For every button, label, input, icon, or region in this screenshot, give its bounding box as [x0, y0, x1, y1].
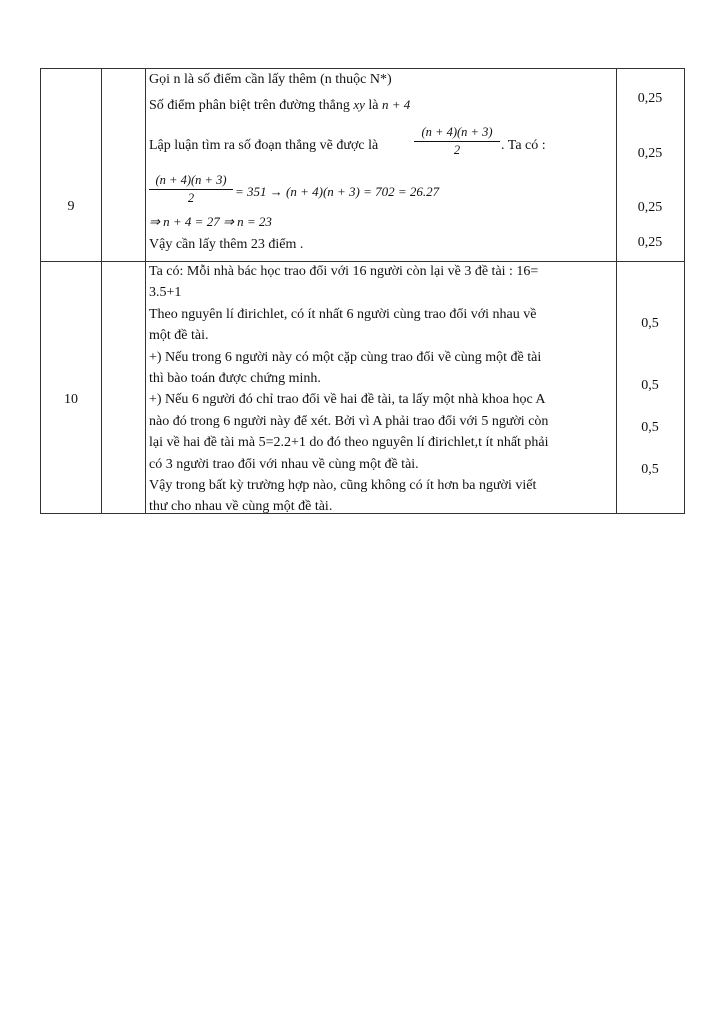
row9-line4-equation: = 351 → (n + 4)(n + 3) = 702 = 26.27	[235, 184, 440, 199]
question-number: 9	[67, 199, 75, 214]
score-value: 0,5	[641, 316, 659, 331]
score-value: 0,5	[641, 420, 659, 435]
row10-line: +) Nếu trong 6 người này có một cặp cùng trao đổi về cùng một đề tài	[149, 350, 542, 365]
fraction-numerator: (n + 4)(n + 3)	[421, 125, 493, 139]
row9-line2-var: xy	[353, 97, 365, 112]
row9-line3-text: Lập luận tìm ra số đoạn thẳng vẽ được là	[149, 138, 379, 153]
score-value: 0,25	[637, 200, 663, 215]
row10-line: Vậy trong bất kỳ trường hợp nào, cũng không có ít hơn ba người viết	[149, 478, 537, 493]
row10-line: nào đó trong 6 người này để xét. Bởi vì A phải trao đổi với 5 người còn	[149, 414, 549, 429]
score-value: 0,5	[641, 462, 659, 477]
row10-line: 3.5+1	[149, 285, 182, 300]
fraction-denominator: 2	[187, 191, 195, 205]
question-number: 10	[64, 392, 78, 407]
row-divider	[41, 261, 684, 262]
row10-line: có 3 người trao đổi với nhau về cùng một đề tài.	[149, 457, 419, 472]
row9-line4-fraction	[149, 173, 233, 206]
score-value: 0,25	[637, 91, 663, 106]
row10-line: thì bào toán được chứng minh.	[149, 371, 321, 386]
row10-line: Theo nguyên lí đirichlet, có ít nhất 6 người cùng trao đổi với nhau về	[149, 307, 537, 322]
row9-line2-mid: là	[368, 98, 379, 113]
row10-line: Ta có: Mỗi nhà bác học trao đổi với 16 người còn lại về 3 đề tài : 16=	[149, 264, 539, 279]
fraction-bar	[149, 189, 233, 190]
row9-line3-after: . Ta có :	[501, 138, 546, 153]
row9-line2-text: Số điểm phân biệt trên đường thẳng	[149, 98, 350, 113]
row9-line1: Gọi n là số điểm cần lấy thêm (n thuộc N*)	[149, 72, 392, 87]
fraction-bar	[414, 141, 500, 142]
score-value: 0,25	[637, 146, 663, 161]
row10-line: +) Nếu 6 người đó chỉ trao đổi về hai đề tài, ta lấy một nhà khoa học A	[149, 392, 546, 407]
row10-line: một đề tài.	[149, 328, 209, 343]
column-divider	[101, 69, 102, 513]
score-value: 0,25	[637, 235, 663, 250]
column-divider	[616, 69, 617, 513]
row10-line: thư cho nhau về cùng một đề tài.	[149, 499, 333, 514]
column-divider	[145, 69, 146, 513]
row10-line: lại về hai đề tài mà 5=2.2+1 do đó theo nguyên lí đirichlet,t ít nhất phải	[149, 435, 549, 450]
score-value: 0,5	[641, 378, 659, 393]
row9-line3-fraction	[414, 125, 500, 158]
fraction-numerator: (n + 4)(n + 3)	[155, 173, 227, 187]
row9-line2-expr: n + 4	[382, 97, 411, 112]
fraction-denominator: 2	[453, 143, 461, 157]
row9-line5: ⇒ n + 4 = 27 ⇒ n = 23	[149, 214, 272, 229]
row9-line6: Vậy cần lấy thêm 23 điểm .	[149, 237, 304, 252]
row9-line2	[149, 96, 410, 115]
answer-table	[40, 68, 685, 514]
